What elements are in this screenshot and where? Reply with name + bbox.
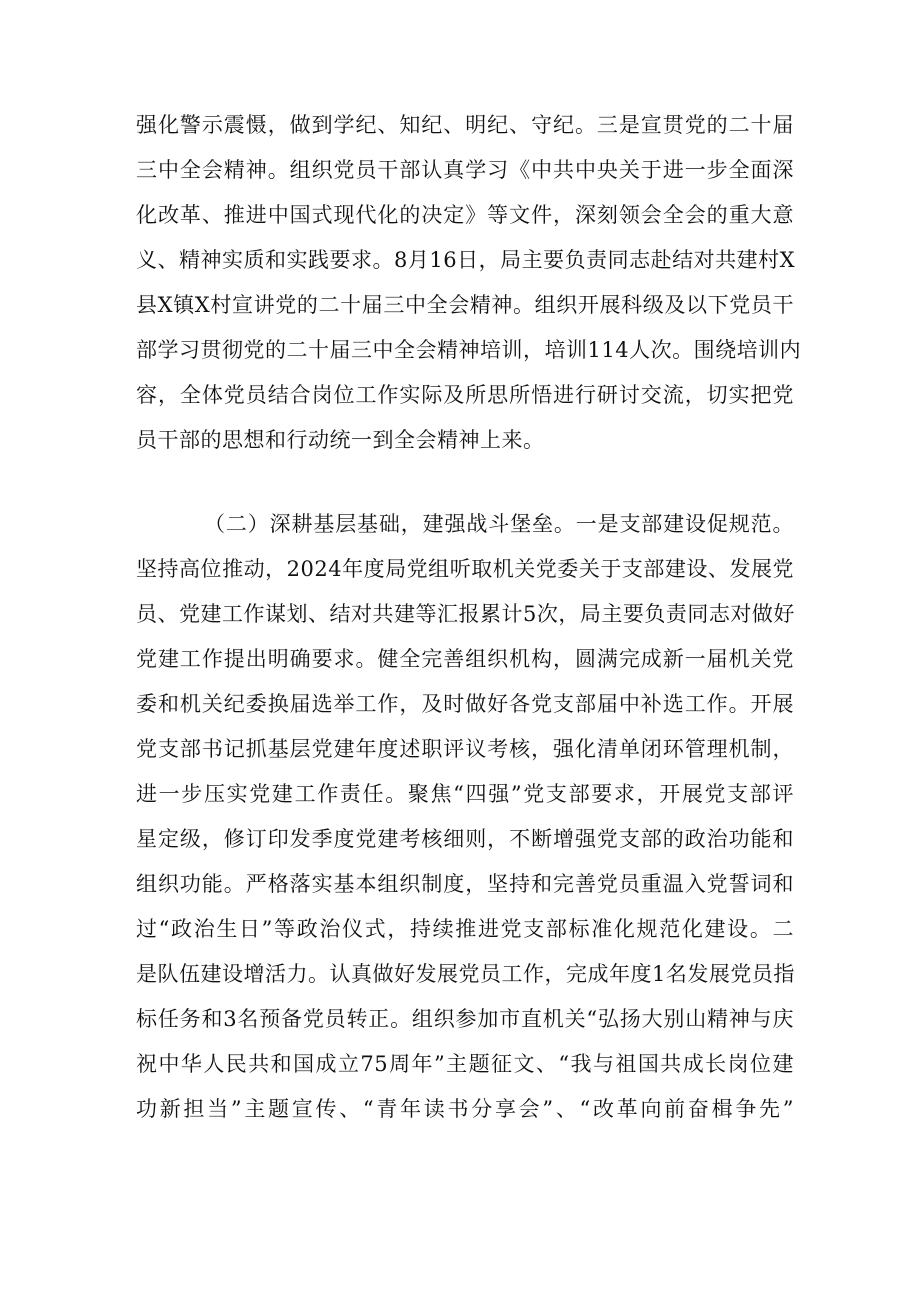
paragraph-1-line: 强化警示震慑，做到学纪、知纪、明纪、守纪。三是宣贯党的二十届: [136, 113, 794, 137]
paragraph-1: [136, 103, 802, 463]
paragraph-2-line: 党建工作提出明确要求。健全完善组织机构，圆满完成新一届机关党: [136, 647, 794, 671]
paragraph-1-line: 员干部的思想和行动统一到全会精神上来。: [136, 428, 545, 452]
paragraph-2-line: 坚持高位推动，2024年度局党组听取机关党委关于支部建设、发展党: [136, 557, 794, 581]
paragraph-1-line: 化改革、推进中国式现代化的决定》等文件，深刻领会全会的重大意: [136, 203, 794, 227]
paragraph-1-line: 义、精神实质和实践要求。8月16日，局主要负责同志赴结对共建村X: [136, 248, 796, 272]
paragraph-2-heading-line: （二）深耕基层基础，建强战斗堡垒。一是支部建设促规范。: [204, 512, 794, 536]
paragraph-2-line: 进一步压实党建工作责任。聚焦“四强”党支部要求，开展党支部评: [136, 782, 794, 806]
paragraph-2-line: 功新担当”主题宣传、“青年读书分享会”、“改革向前奋楫争先”: [136, 1097, 794, 1121]
paragraph-2-line: 组织功能。严格落实基本组织制度，坚持和完善党员重温入党誓词和: [136, 872, 794, 896]
paragraph-2: [136, 502, 794, 1132]
paragraph-2-line: 委和机关纪委换届选举工作，及时做好各党支部届中补选工作。开展: [136, 692, 794, 716]
paragraph-2-line: 员、党建工作谋划、结对共建等汇报累计5次，局主要负责同志对做好: [136, 602, 795, 626]
paragraph-2-line: 祝中华人民共和国成立75周年”主题征文、“我与祖国共成长岗位建: [136, 1052, 794, 1076]
paragraph-2-line: 党支部书记抓基层党建年度述职评议考核，强化清单闭环管理机制，: [136, 737, 794, 761]
paragraph-2-line: 是队伍建设增活力。认真做好发展党员工作，完成年度1名发展党员指: [136, 962, 795, 986]
paragraph-1-line: 三中全会精神。组织党员干部认真学习《中共中央关于进一步全面深: [136, 158, 794, 182]
paragraph-1-line: 部学习贯彻党的二十届三中全会精神培训，培训114人次。围绕培训内: [136, 338, 802, 362]
paragraph-2-line: 星定级，修订印发季度党建考核细则，不断增强党支部的政治功能和: [136, 827, 794, 851]
paragraph-1-line: 县X镇X村宣讲党的二十届三中全会精神。组织开展科级及以下党员干: [136, 293, 794, 317]
paragraph-1-line: 容，全体党员结合岗位工作实际及所思所悟进行研讨交流，切实把党: [136, 383, 794, 407]
paragraph-2-line: 标任务和3名预备党员转正。组织参加市直机关“弘扬大别山精神与庆: [136, 1007, 794, 1031]
paragraph-2-line: 过“政治生日”等政治仪式，持续推进党支部标准化规范化建设。二: [136, 917, 794, 941]
